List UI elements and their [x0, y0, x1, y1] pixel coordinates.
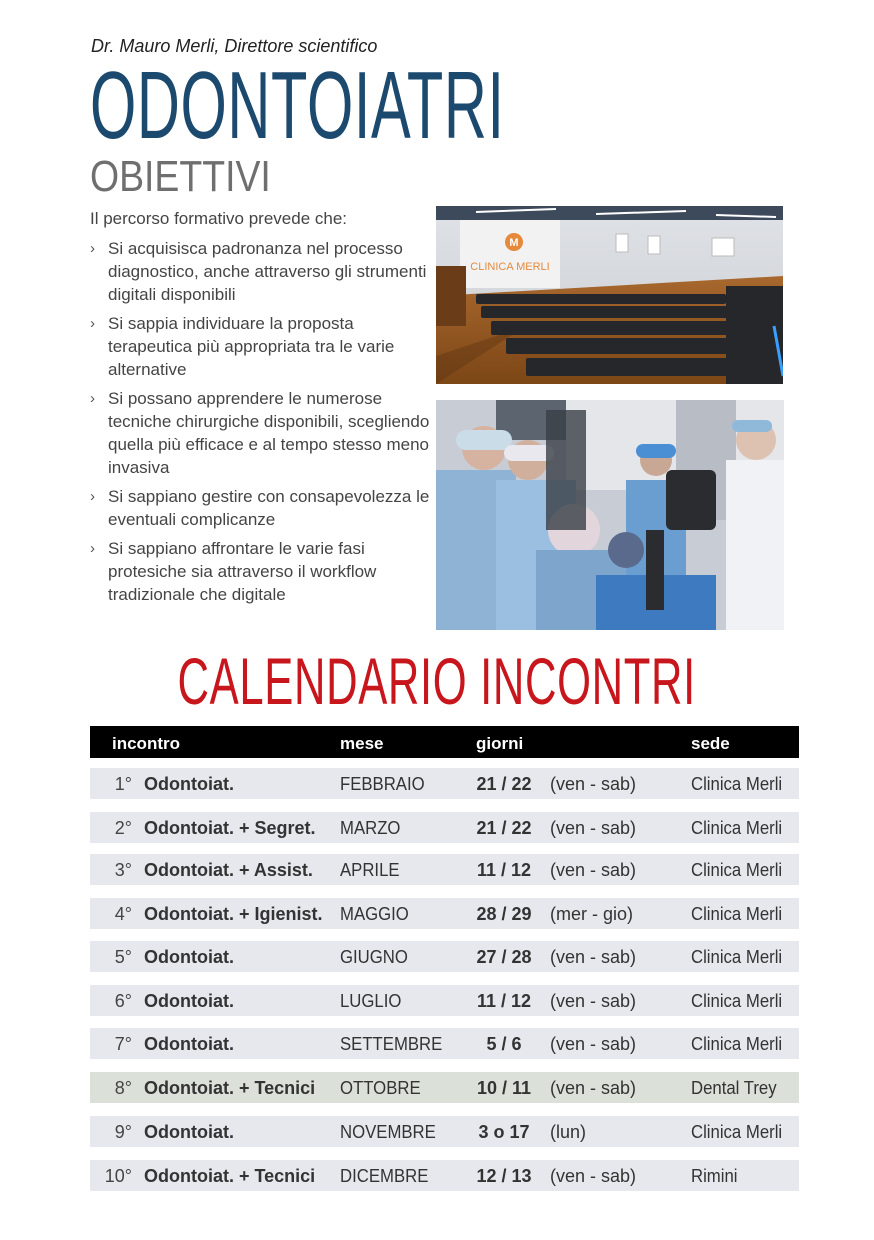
- row-month: MARZO: [340, 818, 401, 838]
- surgery-photo: [436, 400, 784, 630]
- table-row: [90, 1028, 799, 1059]
- calendar-title: [0, 644, 874, 718]
- objectives-intro: Il percorso formativo prevede che:: [90, 209, 348, 228]
- row-type: Odontoiat.: [144, 991, 234, 1011]
- row-days: 21 / 22: [476, 818, 532, 838]
- row-weekdays: (ven - sab): [550, 1034, 637, 1054]
- row-days: 21 / 22: [476, 774, 532, 794]
- objectives-list: [90, 237, 430, 612]
- clinic-sign-text: CLINICA MERLI: [470, 261, 550, 273]
- objective-item: [90, 485, 430, 531]
- row-location: Clinica Merli: [691, 860, 783, 880]
- row-month: OTTOBRE: [340, 1078, 421, 1098]
- objective-text: Si acquisisca padronanza nel processo diagnostico, anche attraverso gli strumenti digitali disponibili: [108, 239, 427, 304]
- row-type: Odontoiat. + Igienist.: [144, 904, 323, 924]
- row-days: 3 o 17: [478, 1122, 530, 1142]
- row-month: LUGLIO: [340, 991, 402, 1011]
- row-location: Clinica Merli: [691, 947, 783, 967]
- header-incontro: incontro: [112, 734, 180, 753]
- row-days: 11 / 12: [476, 991, 532, 1011]
- bullet-marker: ›: [90, 240, 95, 257]
- row-month: MAGGIO: [340, 904, 409, 924]
- row-weekdays: (ven - sab): [550, 1078, 637, 1098]
- row-number: 2°: [114, 818, 132, 838]
- row-number: 9°: [114, 1122, 132, 1142]
- row-type: Odontoiat. + Assist.: [144, 860, 313, 880]
- objective-text: Si sappia individuare la proposta terapeutica più appropriata tra le varie alternative: [108, 314, 395, 379]
- row-location: Clinica Merli: [691, 1034, 783, 1054]
- row-type: Odontoiat.: [144, 1034, 234, 1054]
- row-number: 7°: [114, 1034, 132, 1054]
- bullet-marker: ›: [90, 390, 95, 407]
- row-weekdays: (ven - sab): [550, 818, 637, 838]
- bullet-marker: ›: [90, 540, 95, 557]
- bullet-marker: ›: [90, 315, 95, 332]
- row-location: Clinica Merli: [691, 991, 783, 1011]
- row-weekdays: (ven - sab): [550, 947, 637, 967]
- bullet-marker: ›: [90, 488, 95, 505]
- objective-item: [90, 312, 430, 381]
- row-type: Odontoiat.: [144, 1122, 234, 1142]
- row-number: 3°: [114, 860, 132, 880]
- row-number: 10°: [104, 1166, 132, 1186]
- row-location: Clinica Merli: [691, 774, 783, 794]
- objective-text: Si sappiano affrontare le varie fasi protesiche sia attraverso il workflow tradizionale che digitale: [108, 539, 377, 604]
- row-weekdays: (ven - sab): [550, 774, 637, 794]
- table-row: [90, 985, 799, 1016]
- row-number: 5°: [114, 947, 132, 967]
- row-days: 27 / 28: [476, 947, 532, 967]
- header-mese: mese: [340, 734, 384, 753]
- calendar-title-text: CALENDARIO INCONTRI: [177, 644, 697, 718]
- row-weekdays: (ven - sab): [550, 991, 637, 1011]
- row-number: 8°: [114, 1078, 132, 1098]
- row-type: Odontoiat. + Tecnici: [144, 1078, 316, 1098]
- row-location: Clinica Merli: [691, 904, 783, 924]
- row-location: Clinica Merli: [691, 1122, 783, 1142]
- row-type: Odontoiat. + Segret.: [144, 818, 316, 838]
- page-title: ODONTOIATRI: [90, 52, 505, 159]
- objective-item: [90, 387, 430, 479]
- row-number: 1°: [114, 774, 132, 794]
- calendar-table: [90, 726, 799, 1186]
- table-row: [90, 1116, 799, 1147]
- row-days: 5 / 6: [486, 1034, 522, 1054]
- table-row: [90, 898, 799, 929]
- section-subtitle: OBIETTIVI: [90, 152, 271, 201]
- row-month: DICEMBRE: [340, 1166, 429, 1186]
- row-location: Rimini: [691, 1166, 738, 1186]
- row-weekdays: (ven - sab): [550, 860, 637, 880]
- row-location: Clinica Merli: [691, 818, 783, 838]
- objective-text: Si sappiano gestire con consapevolezza le eventuali complicanze: [108, 487, 430, 529]
- objective-item: [90, 237, 430, 306]
- row-type: Odontoiat.: [144, 774, 234, 794]
- objective-text: Si possano apprendere le numerose tecniche chirurgiche disponibili, scegliendo quella più efficace e al tempo stesso meno invasiva: [108, 389, 430, 477]
- table-row: [90, 854, 799, 885]
- row-month: APRILE: [340, 860, 400, 880]
- table-row: [90, 768, 799, 799]
- table-row: [90, 941, 799, 972]
- row-days: 28 / 29: [476, 904, 532, 924]
- table-row: [90, 1160, 799, 1191]
- row-month: GIUGNO: [340, 947, 408, 967]
- row-days: 11 / 12: [476, 860, 532, 880]
- objective-item: [90, 537, 430, 606]
- header-giorni: giorni: [476, 734, 524, 753]
- row-days: 10 / 11: [476, 1078, 532, 1098]
- row-weekdays: (ven - sab): [550, 1166, 637, 1186]
- table-row: [90, 1072, 799, 1103]
- row-type: Odontoiat.: [144, 947, 234, 967]
- conference-room-photo: [436, 206, 783, 384]
- row-days: 12 / 13: [476, 1166, 532, 1186]
- row-month: FEBBRAIO: [340, 774, 425, 794]
- row-weekdays: (lun): [550, 1122, 587, 1142]
- row-location: Dental Trey: [691, 1078, 777, 1098]
- row-weekdays: (mer - gio): [550, 904, 634, 924]
- author-line: Dr. Mauro Merli, Direttore scientifico: [91, 36, 378, 56]
- header-sede: sede: [691, 734, 730, 753]
- row-month: NOVEMBRE: [340, 1122, 436, 1142]
- table-header: [90, 726, 799, 758]
- row-number: 6°: [114, 991, 132, 1011]
- table-row: [90, 812, 799, 843]
- row-month: SETTEMBRE: [340, 1034, 443, 1054]
- row-number: 4°: [114, 904, 132, 924]
- clinic-logo-mark: M: [509, 237, 519, 249]
- row-type: Odontoiat. + Tecnici: [144, 1166, 316, 1186]
